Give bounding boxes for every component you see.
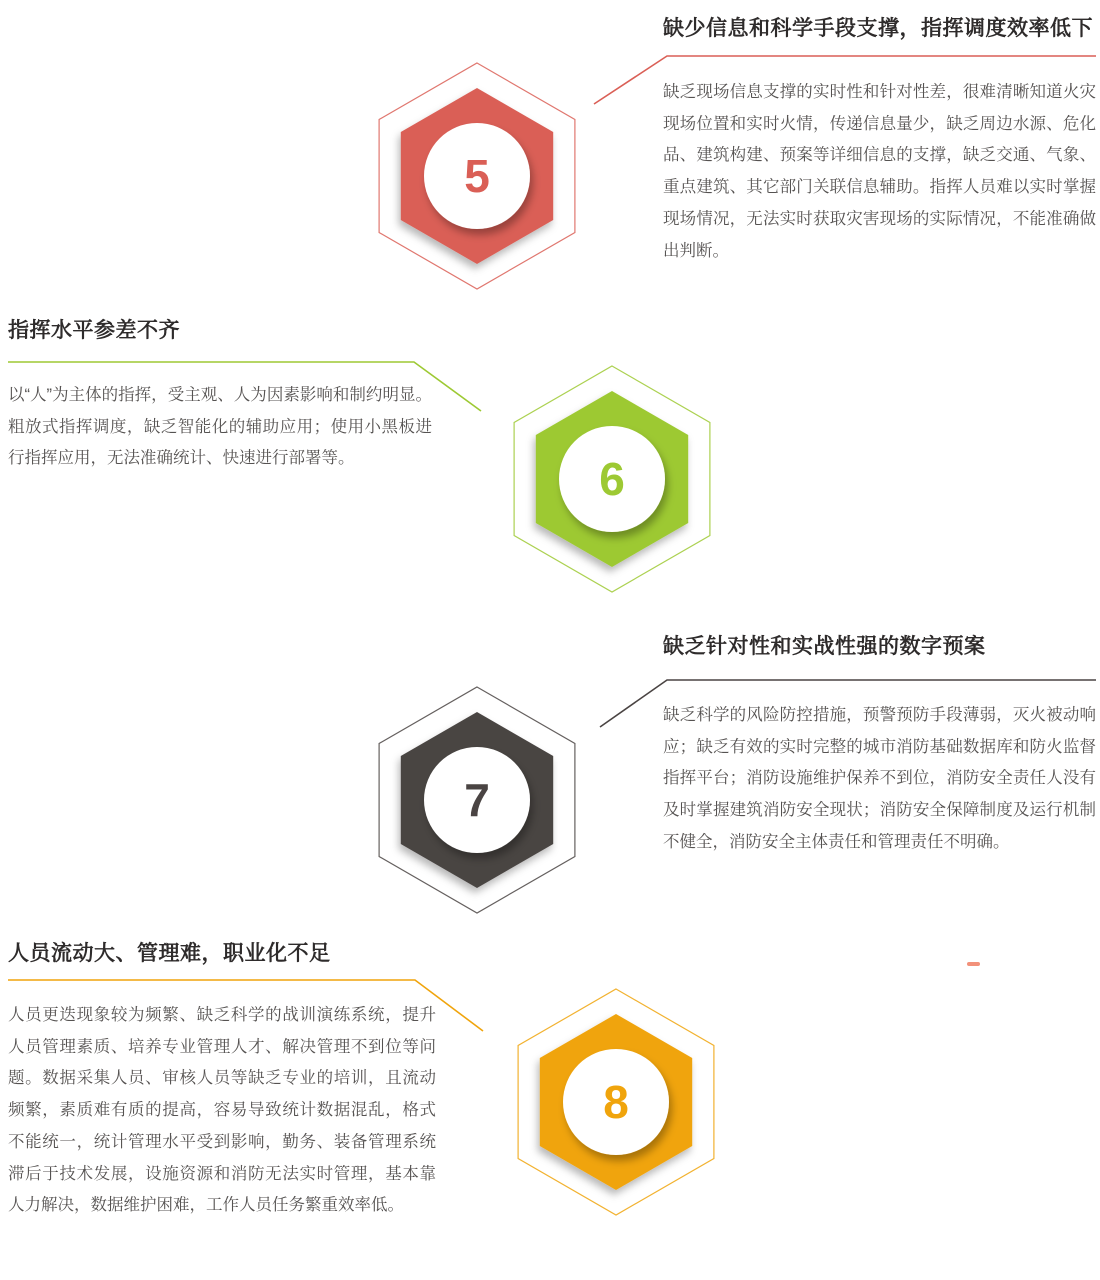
item-body: 缺乏科学的风险防控措施，预警预防手段薄弱，灭火被动响应；缺乏有效的实时完整的城市消防基础数据库和防火监督指挥平台；消防设施维护保养不到位，消防安全责任人没有及时掌握建筑消防安全现状；消防安全保障制度及运行机制不健全，消防安全主体责任和管理责任不明确。 [663, 706, 1096, 851]
badge-number: 7 [464, 774, 490, 826]
hexagon-badge-8 [516, 987, 716, 1217]
item-title: 人员流动大、管理难，职业化不足 [8, 942, 331, 965]
item-title: 缺少信息和科学手段支撑，指挥调度效率低下 [663, 17, 1093, 40]
item-body: 以“人”为主体的指挥，受主观、人为因素影响和制约明显。粗放式指挥调度，缺乏智能化的辅助应用；使用小黑板进行指挥应用，无法准确统计、快速进行部署等。 [8, 386, 432, 468]
item-title: 指挥水平参差不齐 [8, 319, 180, 342]
item-body: 缺乏现场信息支撑的实时性和针对性差，很难清晰知道火灾现场位置和实时火情，传递信息量少，缺乏周边水源、危化品、建筑构建、预案等详细信息的支撑，缺乏交通、气象、重点建筑、其它部门关联信息辅助。指挥人员难以实时掌握现场情况，无法实时获取灾害现场的实际情况，不能准确做出判断。 [663, 83, 1096, 260]
badge-number: 8 [603, 1076, 629, 1128]
item-body: 人员更迭现象较为频繁、缺乏科学的战训演练系统，提升人员管理素质、培养专业管理人才、解决管理不到位等问题。数据采集人员、审核人员等缺乏专业的培训，且流动频繁，素质难有质的提高，容易导致统计数据混乱，格式不能统一，统计管理水平受到影响，勤务、装备管理系统滞后于技术发展，设施资源和消防无法实时管理，基本靠人力解决，数据维护困难，工作人员任务繁重效率低。 [8, 1006, 436, 1215]
badge-number: 6 [599, 453, 625, 505]
badge-number: 5 [464, 150, 490, 202]
item-title: 缺乏针对性和实战性强的数字预案 [663, 635, 986, 658]
decorative-dash [967, 962, 980, 966]
